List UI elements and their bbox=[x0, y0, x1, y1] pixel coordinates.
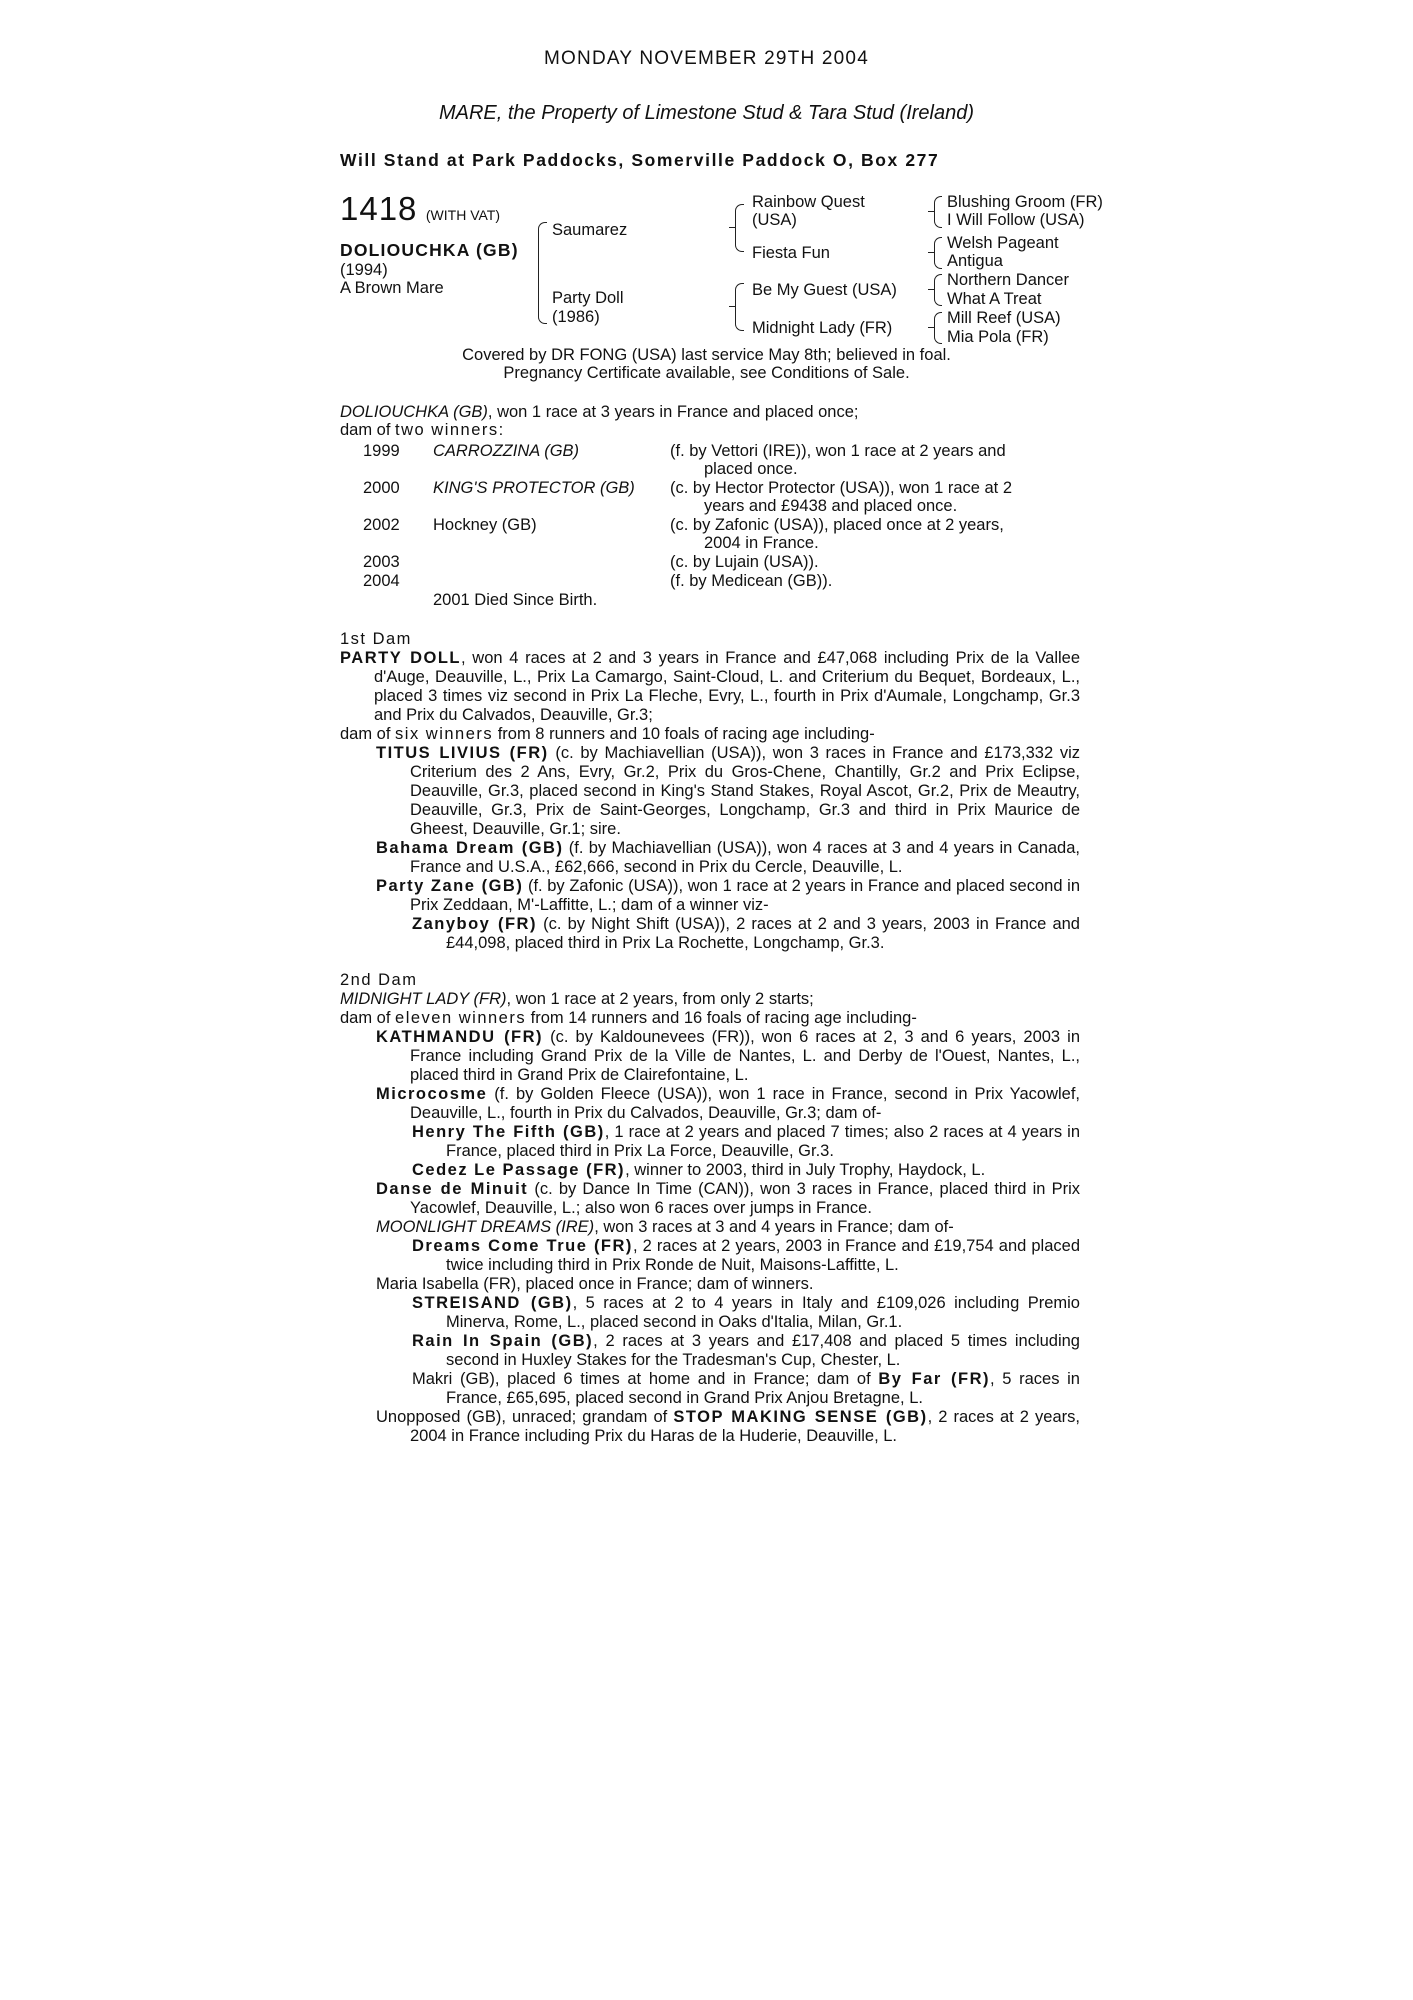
progeny-name: By Far (FR) bbox=[878, 1370, 990, 1388]
progeny-text: , 5 races at 2 to 4 years in Italy and £109,026 including Premio Minerva, Rome, L., placed second in Oaks d'Italia, Milan, Gr.1. bbox=[446, 1294, 1080, 1331]
second-dam-text: , won 1 race at 2 years, from only 2 starts; bbox=[506, 990, 814, 1008]
progeny-entry bbox=[340, 1085, 1080, 1123]
dam-of-pre: dam of bbox=[340, 1009, 396, 1027]
progeny-text: , 2 races at 3 years and £17,408 and placed 5 times including second in Huxley Stakes for the Tradesman's Cup, Chester, L. bbox=[446, 1332, 1080, 1369]
produce-desc: (f. by Vettori (IRE)), won 1 race at 2 years and bbox=[670, 442, 1006, 460]
progeny-name: Rain In Spain (GB) bbox=[412, 1332, 594, 1350]
progeny-text: (c. by Kaldounevees (FR)), won 6 races at 2, 3 and 6 years, 2003 in France including Grand Prix de la Ville de Nantes, L. and Derby de l'Ouest, Nantes, L., placed third in Grand Prix de Clairefontaine, L. bbox=[410, 1028, 1081, 1084]
progeny-text: (f. by Machiavellian (USA)), won 4 races at 3 and 4 years in Canada, France and U.S.A., £62,666, second in Prix du Cercle, Deauville, L. bbox=[410, 839, 1080, 876]
pedigree-dam-year: (1986) bbox=[552, 308, 600, 326]
produce-died: 2001 Died Since Birth. bbox=[433, 591, 598, 609]
lot-number-value: 1418 bbox=[340, 190, 418, 227]
brace-ss-tip bbox=[928, 211, 934, 212]
brace-sire-line bbox=[735, 204, 744, 252]
dam-of-post: from 14 runners and 16 foals of racing age including- bbox=[526, 1009, 917, 1027]
mare-name-italic: DOLIOUCHKA (GB) bbox=[340, 403, 488, 421]
brace-sd bbox=[934, 237, 942, 269]
produce-desc: (c. by Hector Protector (USA)), won 1 race at 2 bbox=[670, 479, 1013, 497]
progeny-text: , 2 races at 2 years, 2004 in France including Prix du Haras de la Huderie, Deauville, L. bbox=[410, 1408, 1080, 1445]
produce-desc-cont: placed once. bbox=[704, 460, 798, 478]
dam-of-pre: dam of bbox=[340, 421, 396, 439]
pedigree-dam: Party Doll bbox=[552, 289, 624, 307]
produce-name: CARROZZINA (GB) bbox=[433, 442, 580, 460]
produce-year: 1999 bbox=[363, 442, 400, 460]
first-dam-heading: 1st Dam bbox=[340, 630, 412, 648]
progeny-text: , winner to 2003, third in July Trophy, Haydock, L. bbox=[625, 1161, 986, 1179]
progeny-entry bbox=[340, 1332, 1080, 1370]
progeny-text: , 1 race at 2 years and placed 7 times; also 2 races at 4 years in France, placed third in Prix La Force, Deauville, Gr.3. bbox=[446, 1123, 1081, 1160]
covered-note: Covered by DR FONG (USA) last service May 8th; believed in foal. bbox=[462, 346, 951, 364]
brace-dd-tip bbox=[928, 327, 934, 328]
progeny-name: Danse de Minuit bbox=[376, 1180, 529, 1198]
dam-of-winners: six winners bbox=[395, 725, 494, 743]
dam-of-pre: dam of bbox=[340, 725, 396, 743]
produce-year: 2003 bbox=[363, 553, 400, 571]
produce-name: KING'S PROTECTOR (GB) bbox=[433, 479, 635, 497]
first-dam-dam-of bbox=[340, 725, 1080, 744]
vat-note: (WITH VAT) bbox=[425, 207, 501, 223]
progeny-text: , 2 races at 2 years, 2003 in France and £19,754 and placed twice including third in Prix Ronde de Nuit, Maisons-Laffitte, L. bbox=[446, 1237, 1081, 1274]
first-dam-text: , won 4 races at 2 and 3 years in France and £47,068 including Prix de la Vallee d'Auge, Deauville, L., Prix La Camargo, Saint-Cloud, L. and Criterium du Bequet, Bordeaux, L., placed 3 times viz second in Prix La Fleche, Evry, L., fourth in Prix d'Aumale, Longchamp, Gr.3 and Prix du Calvados, Deauville, Gr.3; bbox=[374, 649, 1080, 724]
brace-sire-line-tip bbox=[729, 227, 735, 228]
progeny-text: , 5 races in France, £65,695, placed second in Grand Prix Anjou Bretagne, L. bbox=[446, 1370, 1080, 1407]
pedigree-dss: Northern Dancer bbox=[947, 271, 1069, 289]
progeny-entry bbox=[340, 839, 1080, 877]
second-dam-record bbox=[340, 990, 1080, 1009]
produce-dam-of bbox=[340, 421, 503, 440]
dam-of-post: from 8 runners and 10 foals of racing age including- bbox=[493, 725, 875, 743]
produce-year: 2002 bbox=[363, 516, 400, 534]
produce-desc: (c. by Zafonic (USA)), placed once at 2 years, bbox=[670, 516, 1004, 534]
second-dam-heading: 2nd Dam bbox=[340, 971, 418, 989]
progeny-text: Makri (GB), placed 6 times at home and in France; dam of bbox=[412, 1370, 879, 1388]
progeny-entry bbox=[340, 1408, 1080, 1446]
brace-dd bbox=[934, 312, 942, 344]
progeny-text: (c. by Night Shift (USA)), 2 races at 2 and 3 years, 2003 in France and £44,098, placed third in Prix La Rochette, Longchamp, Gr.3. bbox=[446, 915, 1080, 952]
brace-dam-line-tip bbox=[729, 306, 735, 307]
dam-of-winners: two winners bbox=[395, 421, 499, 439]
property-line: MARE, the Property of Limestone Stud & Tara Stud (Ireland) bbox=[438, 102, 975, 124]
produce-desc: (c. by Lujain (USA)). bbox=[670, 553, 819, 571]
second-dam-dam-of bbox=[340, 1009, 1080, 1028]
progeny-entry bbox=[340, 1294, 1080, 1332]
pedigree-dd: Midnight Lady (FR) bbox=[752, 319, 893, 337]
pedigree-ssd: I Will Follow (USA) bbox=[947, 211, 1085, 229]
sale-date: MONDAY NOVEMBER 29TH 2004 bbox=[544, 48, 869, 69]
pregnancy-note: Pregnancy Certificate available, see Conditions of Sale. bbox=[503, 364, 910, 382]
progeny-text: (c. by Dance In Time (CAN)), won 3 races in France, placed third in Prix Yacowlef, Deauville, L.; also won 6 races over jumps in France. bbox=[410, 1180, 1081, 1217]
progeny-entry bbox=[340, 1161, 1080, 1180]
pedigree-ss-origin: (USA) bbox=[752, 211, 797, 229]
brace-sd-tip bbox=[928, 252, 934, 253]
progeny-name: Zanyboy (FR) bbox=[412, 915, 537, 933]
produce-year: 2000 bbox=[363, 479, 400, 497]
progeny-text: , won 3 races at 3 and 4 years in France; dam of- bbox=[594, 1218, 954, 1236]
mare-record: , won 1 race at 3 years in France and placed once; bbox=[487, 403, 859, 421]
progeny-name: Cedez Le Passage (FR) bbox=[412, 1161, 626, 1179]
progeny-name: Party Zane (GB) bbox=[376, 877, 524, 895]
pedigree-dsd: What A Treat bbox=[947, 290, 1042, 308]
horse-description: A Brown Mare bbox=[340, 279, 444, 297]
pedigree-sdd: Antigua bbox=[947, 252, 1003, 270]
progeny-entry bbox=[340, 1218, 1080, 1237]
progeny-text: (c. by Machiavellian (USA)), won 3 races in France and £173,332 viz Criterium des 2 Ans, Evry, Gr.2, Prix du Gros-Chene, Chantilly, Gr.2 and Prix Eclipse, Deauville, Gr.3, placed second in King's Stand Stakes, Royal Ascot, Gr.2, Prix de Meautry, Deauville, Gr.3, Prix de Saint-Georges, Longchamp, Gr.3 and third in Prix Maurice de Gheest, Deauville, Gr.1; sire. bbox=[410, 744, 1080, 838]
progeny-name: STOP MAKING SENSE (GB) bbox=[673, 1408, 928, 1426]
pedigree-ss: Rainbow Quest bbox=[752, 193, 865, 211]
progeny-name: Microcosme bbox=[376, 1085, 488, 1103]
progeny-name: Bahama Dream (GB) bbox=[376, 839, 564, 857]
pedigree-dds: Mill Reef (USA) bbox=[947, 309, 1061, 327]
progeny-entry bbox=[340, 1028, 1080, 1085]
lot-number bbox=[340, 190, 500, 228]
progeny-entry bbox=[340, 1123, 1080, 1161]
first-dam-name: PARTY DOLL bbox=[340, 649, 462, 667]
brace-ss bbox=[934, 196, 942, 228]
progeny-name: STREISAND (GB) bbox=[412, 1294, 573, 1312]
progeny-text: Unopposed (GB), unraced; grandam of bbox=[376, 1408, 674, 1426]
produce-desc-cont: years and £9438 and placed once. bbox=[704, 497, 958, 515]
brace-ds-tip bbox=[928, 289, 934, 290]
horse-year: (1994) bbox=[340, 261, 388, 279]
pedigree-sds: Welsh Pageant bbox=[947, 234, 1059, 252]
pedigree-sss: Blushing Groom (FR) bbox=[947, 193, 1103, 211]
progeny-entry bbox=[340, 1275, 1080, 1294]
progeny-entry bbox=[340, 877, 1080, 915]
produce-desc: (f. by Medicean (GB)). bbox=[670, 572, 833, 590]
second-dam-section bbox=[340, 990, 1080, 1446]
second-dam-name: MIDNIGHT LADY (FR) bbox=[340, 990, 507, 1008]
progeny-entry bbox=[340, 915, 1080, 953]
produce-intro bbox=[340, 403, 858, 422]
progeny-name: Henry The Fifth (GB) bbox=[412, 1123, 605, 1141]
progeny-name: KATHMANDU (FR) bbox=[376, 1028, 544, 1046]
horse-name: DOLIOUCHKA (GB) bbox=[340, 240, 519, 260]
progeny-entry bbox=[340, 1370, 1080, 1408]
produce-desc-cont: 2004 in France. bbox=[704, 534, 819, 552]
progeny-name: Dreams Come True (FR) bbox=[412, 1237, 633, 1255]
brace-dam-line bbox=[735, 283, 744, 331]
location-line: Will Stand at Park Paddocks, Somerville Paddock O, Box 277 bbox=[340, 150, 940, 170]
progeny-text: (f. by Zafonic (USA)), won 1 race at 2 years in France and placed second in Prix Zeddaan, M'-Laffitte, L.; dam of a winner viz- bbox=[410, 877, 1080, 914]
pedigree-sire: Saumarez bbox=[552, 221, 628, 239]
dam-of-post: : bbox=[498, 421, 504, 439]
first-dam-record bbox=[340, 649, 1080, 725]
progeny-name: TITUS LIVIUS (FR) bbox=[376, 744, 549, 762]
pedigree-ddd: Mia Pola (FR) bbox=[947, 328, 1049, 346]
pedigree-sd: Fiesta Fun bbox=[752, 244, 830, 262]
brace-ds bbox=[934, 274, 942, 306]
produce-name: Hockney (GB) bbox=[433, 516, 537, 534]
progeny-entry bbox=[340, 1237, 1080, 1275]
progeny-text: (f. by Golden Fleece (USA)), won 1 race in France, second in Prix Yacowlef, Deauville, L., fourth in Prix du Calvados, Deauville, Gr.3; dam of- bbox=[410, 1085, 1080, 1122]
progeny-name: MOONLIGHT DREAMS (IRE) bbox=[376, 1218, 595, 1236]
first-dam-section bbox=[340, 649, 1080, 953]
progeny-text: Maria Isabella (FR), placed once in France; dam of winners. bbox=[376, 1275, 814, 1293]
produce-year: 2004 bbox=[363, 572, 400, 590]
progeny-entry bbox=[340, 744, 1080, 839]
progeny-entry bbox=[340, 1180, 1080, 1218]
brace-gen1 bbox=[538, 222, 547, 324]
pedigree-ds: Be My Guest (USA) bbox=[752, 281, 897, 299]
dam-of-winners: eleven winners bbox=[395, 1009, 527, 1027]
